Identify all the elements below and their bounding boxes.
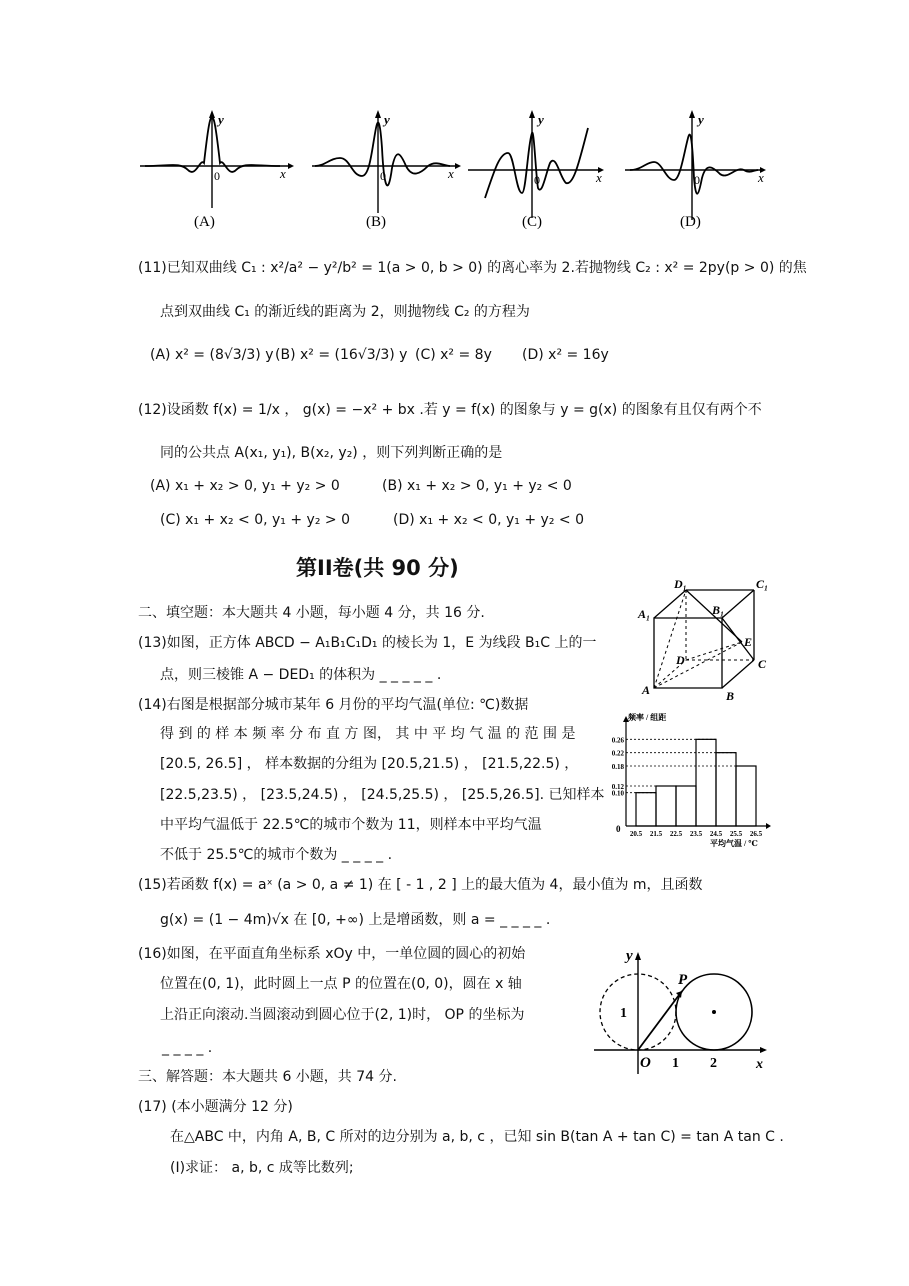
circle-label-one: 1	[620, 1006, 627, 1021]
q13-line1: (13)如图，正方体 ABCD − A₁B₁C₁D₁ 的棱长为 1，E 为线段 B₁C 上的一	[138, 635, 597, 651]
q11-option-a: (A) x² = (8√3/3) y	[150, 347, 274, 363]
hist-x-tick: 22.5	[669, 830, 683, 838]
graph-b	[312, 110, 461, 230]
histogram	[598, 708, 780, 850]
hist-bar	[656, 786, 676, 826]
hist-bar	[676, 786, 696, 826]
q11-option-d: (D) x² = 16y	[522, 347, 609, 363]
section2-title: 第II卷(共 90 分)	[296, 556, 459, 580]
graph-d-x: x	[758, 170, 764, 185]
q14-line6: 不低于 25.5℃的城市个数为 _ _ _ _ .	[160, 847, 393, 863]
hist-y-tick: 0.26	[611, 736, 624, 745]
circle-label-x1: 1	[672, 1056, 679, 1071]
cube-label-c: C	[758, 657, 767, 671]
graph-b-label: (B)	[366, 214, 386, 230]
graph-a-y: y	[218, 112, 224, 127]
graph-d-label: (D)	[680, 214, 701, 230]
q15-line1: (15)若函数 f(x) = aˣ (a > 0, a ≠ 1) 在 [ - 1 , 2 ] 上的最大值为 4，最小值为 m，且函数	[138, 877, 703, 893]
hist-x-tick: 20.5	[629, 830, 643, 838]
hist-x-tick: 26.5	[749, 830, 763, 838]
graph-d-origin: 0	[694, 173, 700, 187]
graph-c-x: x	[596, 170, 602, 185]
circle-figure	[590, 944, 772, 1078]
hist-x-tick: 24.5	[709, 830, 723, 838]
q14-line4: [22.5,23.5) ， [23.5,24.5) ， [24.5,25.5) ， [25.5,26.5]. 已知样本	[160, 787, 605, 803]
graph-c-y: y	[538, 112, 544, 127]
q11-line2: 点到双曲线 C₁ 的渐近线的距离为 2，则抛物线 C₂ 的方程为	[160, 304, 530, 320]
q15-line2: g(x) = (1 − 4m)√x 在 [0, +∞) 上是增函数，则 a = _ _ _ _ .	[160, 912, 551, 928]
q12-line2: 同的公共点 A(x₁, y₁), B(x₂, y₂) ，则下列判断正确的是	[160, 445, 503, 461]
q12-option-b: (B) x₁ + x₂ > 0, y₁ + y₂ < 0	[382, 478, 572, 494]
circle-label-x2: 2	[710, 1056, 717, 1071]
q16-line4: _ _ _ _ .	[162, 1040, 213, 1056]
q12-option-d: (D) x₁ + x₂ < 0, y₁ + y₂ < 0	[393, 512, 584, 528]
q11-option-b: (B) x² = (16√3/3) y	[275, 347, 408, 363]
cube-label-b1: B₁	[712, 603, 725, 617]
q14-line5: 中平均气温低于 22.5℃的城市个数为 11，则样本中平均气温	[160, 817, 542, 833]
circle-label-y: y	[626, 948, 633, 964]
graph-d-y: y	[698, 112, 704, 127]
q17-line2: 在△ABC 中，内角 A, B, C 所对的边分别为 a, b, c ，已知 sin B(tan A + tan C) = tan A tan C .	[170, 1129, 784, 1145]
q16-line1: (16)如图，在平面直角坐标系 xOy 中，一单位圆的圆心的初始	[138, 946, 526, 962]
q16-line3: 上沿正向滚动.当圆滚动到圆心位于(2, 1)时， OP 的坐标为	[160, 1007, 525, 1023]
q14-line3: [20.5, 26.5] ， 样本数据的分组为 [20.5,21.5) ， [21.5,22.5) ，	[160, 756, 579, 772]
solve-heading: 三、解答题：本大题共 6 小题，共 74 分.	[138, 1069, 397, 1085]
graph-d	[625, 110, 766, 230]
cube-label-e: E	[744, 635, 753, 649]
q12-line1: (12)设函数 f(x) = 1/x ， g(x) = −x² + bx .若 y = f(x) 的图象与 y = g(x) 的图象有且仅有两个不	[138, 402, 762, 418]
graph-b-x: x	[448, 166, 454, 181]
hist-origin: 0	[616, 824, 621, 834]
hist-x-tick: 23.5	[689, 830, 703, 838]
graph-options	[130, 108, 780, 238]
q16-line2: 位置在(0, 1)，此时圆上一点 P 的位置在(0, 0)，圆在 x 轴	[160, 976, 522, 992]
graph-c-label: (C)	[522, 214, 542, 230]
circle-svg	[590, 944, 772, 1078]
cube-label-a: A	[642, 683, 651, 697]
graph-b-y: y	[384, 112, 390, 127]
q11-line1: (11)已知双曲线 C₁ : x²/a² − y²/b² = 1(a > 0, b > 0) 的离心率为 2.若抛物线 C₂ : x² = 2py(p > 0) 的焦	[138, 260, 807, 276]
cube-label-a1: A₁	[638, 607, 651, 621]
q11-option-c: (C) x² = 8y	[415, 347, 492, 363]
q17-line1: (17) (本小题满分 12 分)	[138, 1099, 293, 1115]
cube-label-d1: D₁	[674, 577, 687, 591]
graph-b-origin: 0	[380, 169, 386, 183]
q17-line3: (Ⅰ)求证： a, b, c 成等比数列;	[170, 1160, 354, 1176]
hist-x-arrow	[766, 823, 771, 829]
graph-options-svg	[130, 108, 780, 238]
hist-y-tick: 0.22	[611, 749, 624, 758]
graph-c-origin: 0	[534, 173, 540, 187]
hist-bar	[636, 793, 656, 826]
graph-c	[468, 110, 604, 230]
graph-a	[140, 110, 294, 230]
hist-bar	[736, 766, 756, 826]
fill-heading: 二、填空题：本大题共 4 小题，每小题 4 分，共 16 分.	[138, 605, 485, 621]
hist-y-tick: 0.10	[611, 789, 624, 798]
graph-a-origin: 0	[214, 169, 220, 183]
hist-bar	[716, 753, 736, 826]
q12-option-a: (A) x₁ + x₂ > 0, y₁ + y₂ > 0	[150, 478, 340, 494]
histogram-svg	[598, 708, 780, 850]
hist-xlabel: 平均气温 / ℃	[710, 839, 758, 848]
cube-svg	[636, 576, 782, 704]
circle-label-x: x	[756, 1057, 763, 1072]
hist-x-tick: 25.5	[729, 830, 743, 838]
graph-a-label: (A)	[194, 214, 215, 230]
q13-line2: 点，则三棱锥 A − DED₁ 的体积为 _ _ _ _ _ .	[160, 667, 442, 683]
hist-y-tick: 0.18	[611, 763, 624, 771]
hist-x-tick: 21.5	[649, 830, 663, 838]
cube-figure	[636, 576, 782, 704]
q14-line1: (14)右图是根据部分城市某年 6 月份的平均气温(单位: ℃)数据	[138, 697, 529, 713]
cube-label-d: D	[676, 653, 685, 667]
cube-label-c1: C₁	[756, 577, 769, 591]
circle-label-o: O	[640, 1055, 651, 1071]
q12-option-c: (C) x₁ + x₂ < 0, y₁ + y₂ > 0	[160, 512, 350, 528]
q14-line2: 得 到 的 样 本 频 率 分 布 直 方 图， 其 中 平 均 气 温 的 范 围 是	[160, 726, 576, 742]
cube-label-b: B	[726, 689, 735, 703]
circle-label-p: P	[678, 972, 688, 988]
hist-y-tick: 0.12	[611, 783, 624, 791]
hist-ylabel: 频率 / 组距	[628, 713, 667, 722]
graph-a-x: x	[280, 166, 286, 181]
